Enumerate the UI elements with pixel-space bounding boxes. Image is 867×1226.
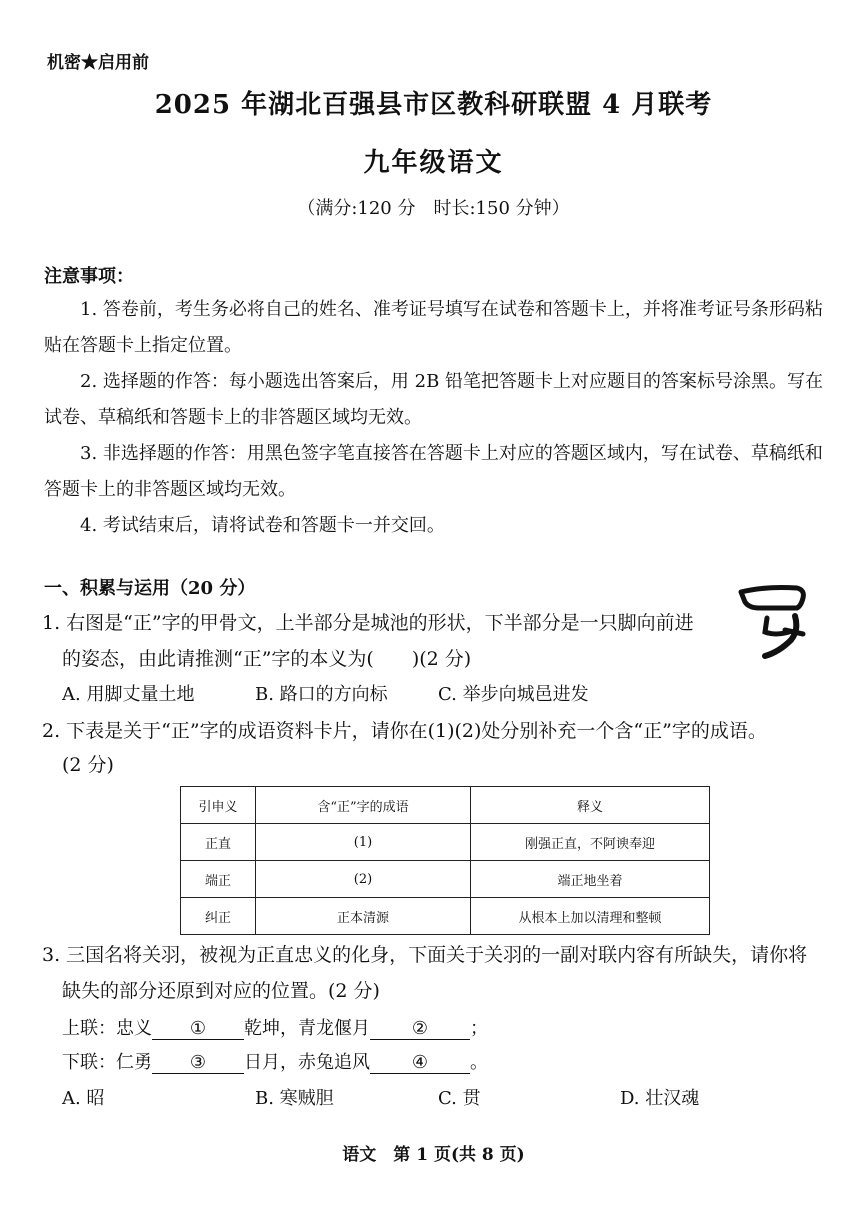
q3-line1: 3. 三国名将关羽，被视为正直忠义的化身，下面关于关羽的一副对联内容有所缺失，请你将 [42, 944, 808, 966]
couplet-lower-suffix: 。 [470, 1052, 488, 1073]
table-header-cell: 释义 [471, 787, 710, 824]
q1-option-b: B. 路口的方向标 [255, 684, 388, 705]
q3-option-d: D. 壮汉魂 [620, 1088, 700, 1109]
table-row [181, 824, 710, 861]
subject-title: 九年级语文 [363, 148, 504, 178]
exam-title: 2025 年湖北百强县市区教科研联盟 4 月联考 [154, 90, 713, 120]
q3-option-c: C. 贯 [438, 1088, 481, 1109]
couplet-blank-3: ③ [152, 1052, 244, 1074]
oracle-bone-zheng-glyph [735, 582, 815, 660]
couplet-lower-prefix: 下联：仁勇 [62, 1052, 152, 1073]
notice-item-2: 2. 选择题的作答：每小题选出答案后，用 2B 铅笔把答题卡上对应题目的答案标号涂黑。写在试卷、草稿纸和答题卡上的非答题区域均无效。 [44, 371, 824, 428]
table-header-row [181, 787, 710, 824]
couplet-blank-4: ④ [370, 1052, 470, 1074]
notice-heading: 注意事项： [44, 266, 134, 287]
table-header-cell: 引申义 [181, 787, 256, 824]
q1-option-a: A. 用脚丈量土地 [62, 684, 195, 705]
table-cell: 端正 [181, 861, 256, 898]
page-footer: 语文 第 1 页(共 8 页) [342, 1145, 525, 1165]
q3-line2: 缺失的部分还原到对应的位置。(2 分) [62, 980, 380, 1002]
table-row [181, 861, 710, 898]
q1-line1: 1. 右图是“正”字的甲骨文，上半部分是城池的形状，下半部分是一只脚向前进 [42, 612, 694, 634]
table-cell: 从根本上加以清理和整顿 [471, 898, 710, 935]
notice-item-4: 4. 考试结束后，请将试卷和答题卡一并交回。 [80, 515, 445, 536]
table-cell: 刚强正直，不阿谀奉迎 [471, 824, 710, 861]
score-time-info: （满分:120 分 时长:150 分钟） [297, 198, 570, 219]
q2-line1: 2. 下表是关于“正”字的成语资料卡片，请你在(1)(2)处分别补充一个含“正”字的成语。 [42, 720, 767, 742]
section-heading: 一、积累与运用（20 分） [44, 578, 256, 599]
table-cell: 正直 [181, 824, 256, 861]
q3-option-a: A. 昭 [62, 1088, 105, 1109]
couplet-lower [62, 1048, 488, 1074]
couplet-upper-suffix: ； [470, 1018, 488, 1039]
table-cell: (2) [256, 861, 471, 898]
couplet-blank-2: ② [370, 1018, 470, 1040]
q3-option-b: B. 寒贼胆 [255, 1088, 334, 1109]
idiom-card-table [180, 786, 710, 935]
notice-item-3: 3. 非选择题的作答：用黑色签字笔直接答在答题卡上对应的答题区域内，写在试卷、草稿纸和答题卡上的非答题区域均无效。 [44, 443, 823, 500]
table-row [181, 898, 710, 935]
confidential-label: 机密★启用前 [47, 53, 149, 73]
table-cell: 纠正 [181, 898, 256, 935]
table-cell: (1) [256, 824, 471, 861]
table-cell: 端正地坐着 [471, 861, 710, 898]
couplet-upper [62, 1014, 488, 1040]
couplet-upper-prefix: 上联：忠义 [62, 1018, 152, 1039]
couplet-upper-mid: 乾坤，青龙偃月 [244, 1018, 370, 1039]
table-header-cell: 含“正”字的成语 [256, 787, 471, 824]
couplet-blank-1: ① [152, 1018, 244, 1040]
q2-line2: (2 分) [62, 754, 114, 776]
couplet-lower-mid: 日月，赤兔追风 [244, 1052, 370, 1073]
table-cell: 正本清源 [256, 898, 471, 935]
q1-option-c: C. 举步向城邑进发 [438, 684, 589, 705]
notice-item-1: 1. 答卷前，考生务必将自己的姓名、准考证号填写在试卷和答题卡上，并将准考证号条形码粘贴在答题卡上指定位置。 [44, 299, 823, 356]
q1-line2: 的姿态，由此请推测“正”字的本义为( )(2 分) [62, 648, 472, 670]
